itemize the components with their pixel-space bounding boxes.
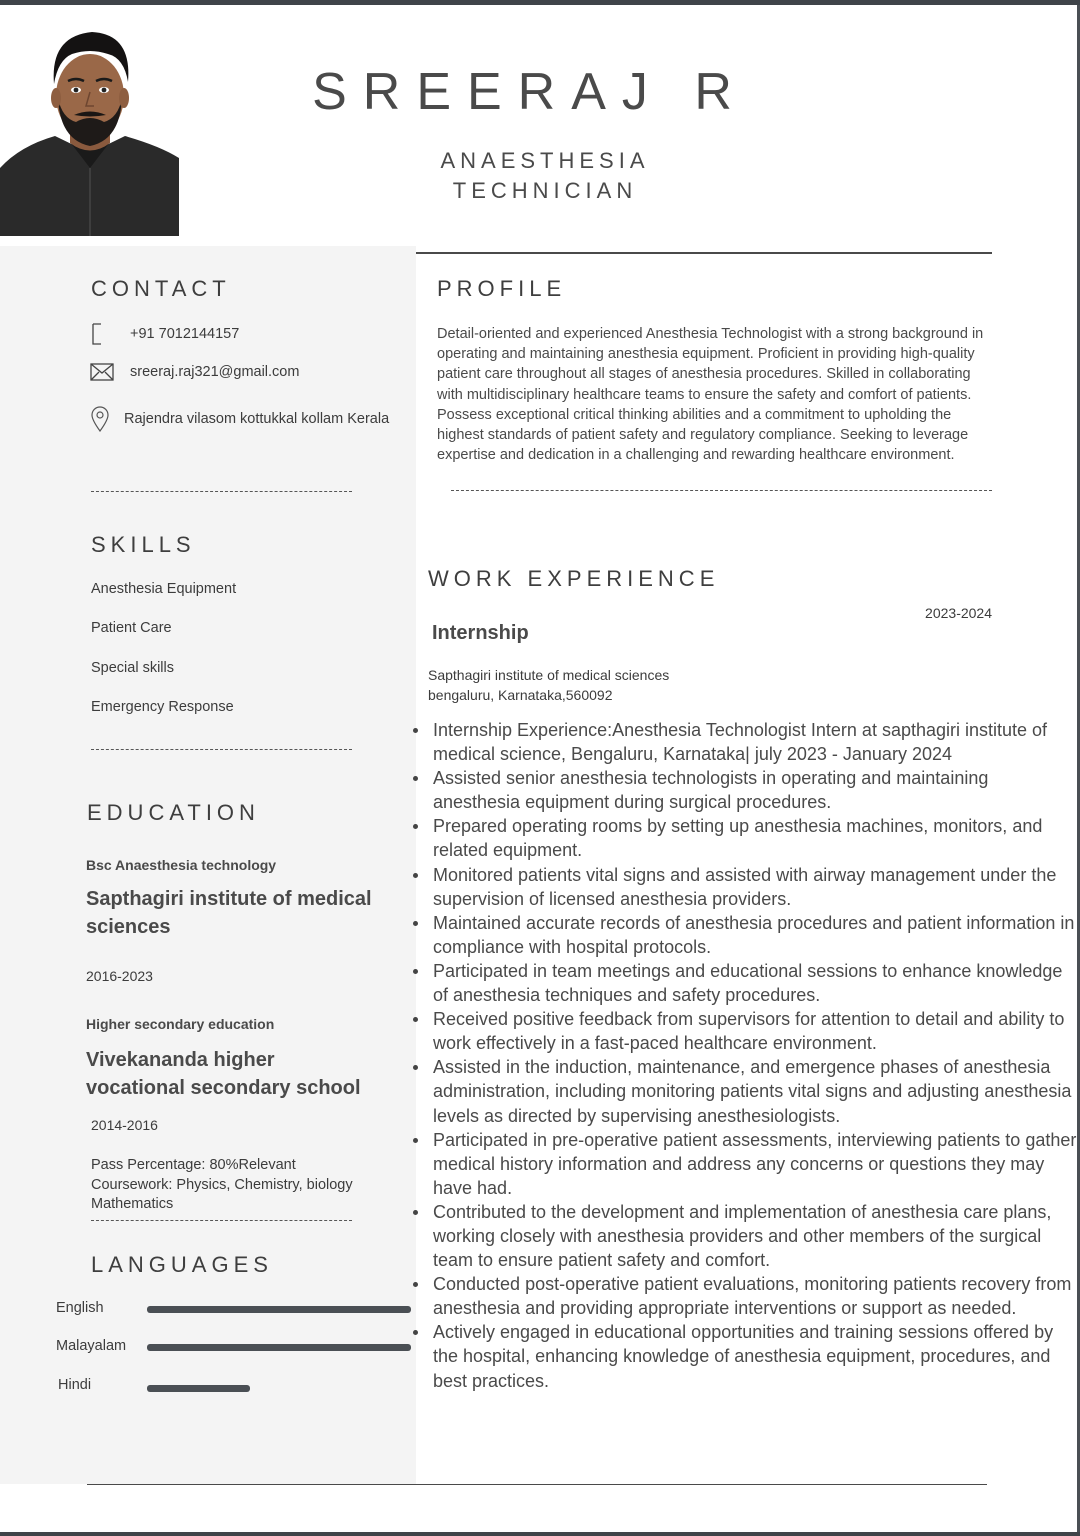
phone-icon bbox=[90, 323, 118, 345]
language-level-bar bbox=[147, 1306, 411, 1313]
job-title: Internship bbox=[432, 622, 529, 644]
address-text: Rajendra vilasom kottukkal kollam Kerala bbox=[124, 411, 390, 427]
skill-item: Patient Care bbox=[91, 620, 172, 636]
work-bullet: Assisted in the induction, maintenance, and emergence phases of anesthesia administration, including monitoring patients vital signs and adjusting anesthesia levels as directed by supervising anesthesiologists. bbox=[433, 1055, 1078, 1127]
phone-number[interactable]: +91 7012144157 bbox=[130, 326, 240, 342]
bottom-border bbox=[0, 1532, 1080, 1536]
location-pin-icon bbox=[90, 406, 112, 432]
job-organization-name: Sapthagiri institute of medical sciences bbox=[428, 667, 670, 683]
contact-phone bbox=[90, 323, 239, 345]
education-school-line-1: Vivekananda higher bbox=[86, 1049, 275, 1071]
education-note: Pass Percentage: 80%Relevant Coursework: Physics, Chemistry, biology Mathematics bbox=[91, 1157, 353, 1212]
education-school-line-2: vocational secondary school bbox=[86, 1077, 361, 1099]
job-years: 2023-2024 bbox=[925, 605, 992, 621]
language-name: English bbox=[56, 1300, 104, 1316]
work-bullet: Assisted senior anesthesia technologists in operating and maintaining anesthesia equipment during surgical procedures. bbox=[433, 766, 1078, 814]
work-bullet: Participated in team meetings and educational sessions to enhance knowledge of anesthesia techniques and safety procedures. bbox=[433, 959, 1078, 1007]
job-organization-location: bengaluru, Karnataka,560092 bbox=[428, 686, 613, 703]
language-name: Malayalam bbox=[56, 1338, 127, 1354]
job-role bbox=[400, 146, 690, 206]
mail-icon bbox=[90, 363, 118, 381]
contact-address bbox=[90, 406, 389, 432]
header-divider bbox=[416, 252, 992, 254]
skills-divider bbox=[91, 749, 352, 750]
education-degree: Bsc Anaesthesia technology bbox=[86, 857, 277, 873]
contact-heading: CONTACT bbox=[91, 276, 231, 301]
profile-divider bbox=[451, 490, 992, 491]
work-bullet: Monitored patients vital signs and assisted with airway management under the supervision of licensed anesthesia providers. bbox=[433, 863, 1078, 911]
skill-item: Special skills bbox=[91, 660, 174, 676]
work-bullet: Contributed to the development and implementation of anesthesia care plans, working closely with anesthesia providers and other members of the surgical team to ensure patient safety and comfort. bbox=[433, 1200, 1078, 1272]
education-school: Sapthagiri institute of medical sciences bbox=[86, 888, 372, 938]
top-border bbox=[0, 0, 1080, 5]
email-address[interactable]: sreeraj.raj321@gmail.com bbox=[130, 364, 300, 380]
avatar bbox=[0, 18, 179, 236]
profile-photo bbox=[0, 18, 179, 236]
profile-summary: Detail-oriented and experienced Anesthesia Technologist with a strong background in operating and maintaining anesthesia equipment. Proficient in providing high-quality patient care throughout all stages of anesthesia procedures. Skilled in collaborating with multidisciplinary healthcare teams to ensure the safety and comfort of patients. Possess exceptional critical thinking abilities and a commitment to upholding the highest standards of patient safety and regulatory compliance. Seeking to leverage expertise and dedication in a challenging and rewarding healthcare environment. bbox=[437, 326, 984, 464]
work-bullet: Maintained accurate records of anesthesia procedures and patient information in compliance with hospital protocols. bbox=[433, 911, 1078, 959]
job-role-line-2: TECHNICIAN bbox=[452, 178, 638, 203]
candidate-name: SREERAJ R bbox=[312, 63, 748, 121]
education-degree: Higher secondary education bbox=[86, 1016, 275, 1032]
work-bullet: Conducted post-operative patient evaluations, monitoring patients recovery from anesthesia and providing appropriate interventions or support as needed. bbox=[433, 1272, 1078, 1320]
work-heading: WORK EXPERIENCE bbox=[428, 566, 720, 591]
work-bullet: Participated in pre-operative patient assessments, interviewing patients to gather medical history information and address any concerns or questions they may have had. bbox=[433, 1128, 1078, 1200]
work-bullet: Prepared operating rooms by setting up anesthesia machines, monitors, and related equipment. bbox=[433, 814, 1078, 862]
footer-divider bbox=[87, 1484, 987, 1485]
education-divider bbox=[91, 1220, 352, 1221]
education-heading: EDUCATION bbox=[87, 800, 260, 825]
contact-divider bbox=[91, 491, 352, 492]
work-bullets bbox=[433, 718, 1078, 1393]
skill-item: Emergency Response bbox=[91, 699, 234, 715]
work-bullet: Internship Experience:Anesthesia Technologist Intern at sapthagiri institute of medical science, Bengaluru, Karnataka| july 2023 - January 2024 bbox=[433, 718, 1078, 766]
education-years: 2016-2023 bbox=[86, 968, 153, 984]
skill-item: Anesthesia Equipment bbox=[91, 581, 237, 597]
skills-heading: SKILLS bbox=[91, 532, 196, 557]
contact-email bbox=[90, 363, 299, 381]
education-years: 2014-2016 bbox=[91, 1117, 158, 1133]
job-organization bbox=[428, 666, 669, 705]
work-bullet: Received positive feedback from supervisors for attention to detail and ability to work effectively in a fast-paced healthcare environment. bbox=[433, 1007, 1078, 1055]
language-name: Hindi bbox=[58, 1377, 92, 1393]
languages-heading: LANGUAGES bbox=[91, 1252, 273, 1277]
work-bullet: Actively engaged in educational opportunities and training sessions offered by the hospital, enhancing knowledge of anesthesia equipment, procedures, and best practices. bbox=[433, 1320, 1078, 1392]
profile-heading: PROFILE bbox=[437, 276, 567, 301]
language-level-bar bbox=[147, 1385, 250, 1392]
language-level-bar bbox=[147, 1344, 411, 1351]
education-school bbox=[86, 1046, 396, 1102]
job-role-line-1: ANAESTHESIA bbox=[440, 148, 650, 173]
